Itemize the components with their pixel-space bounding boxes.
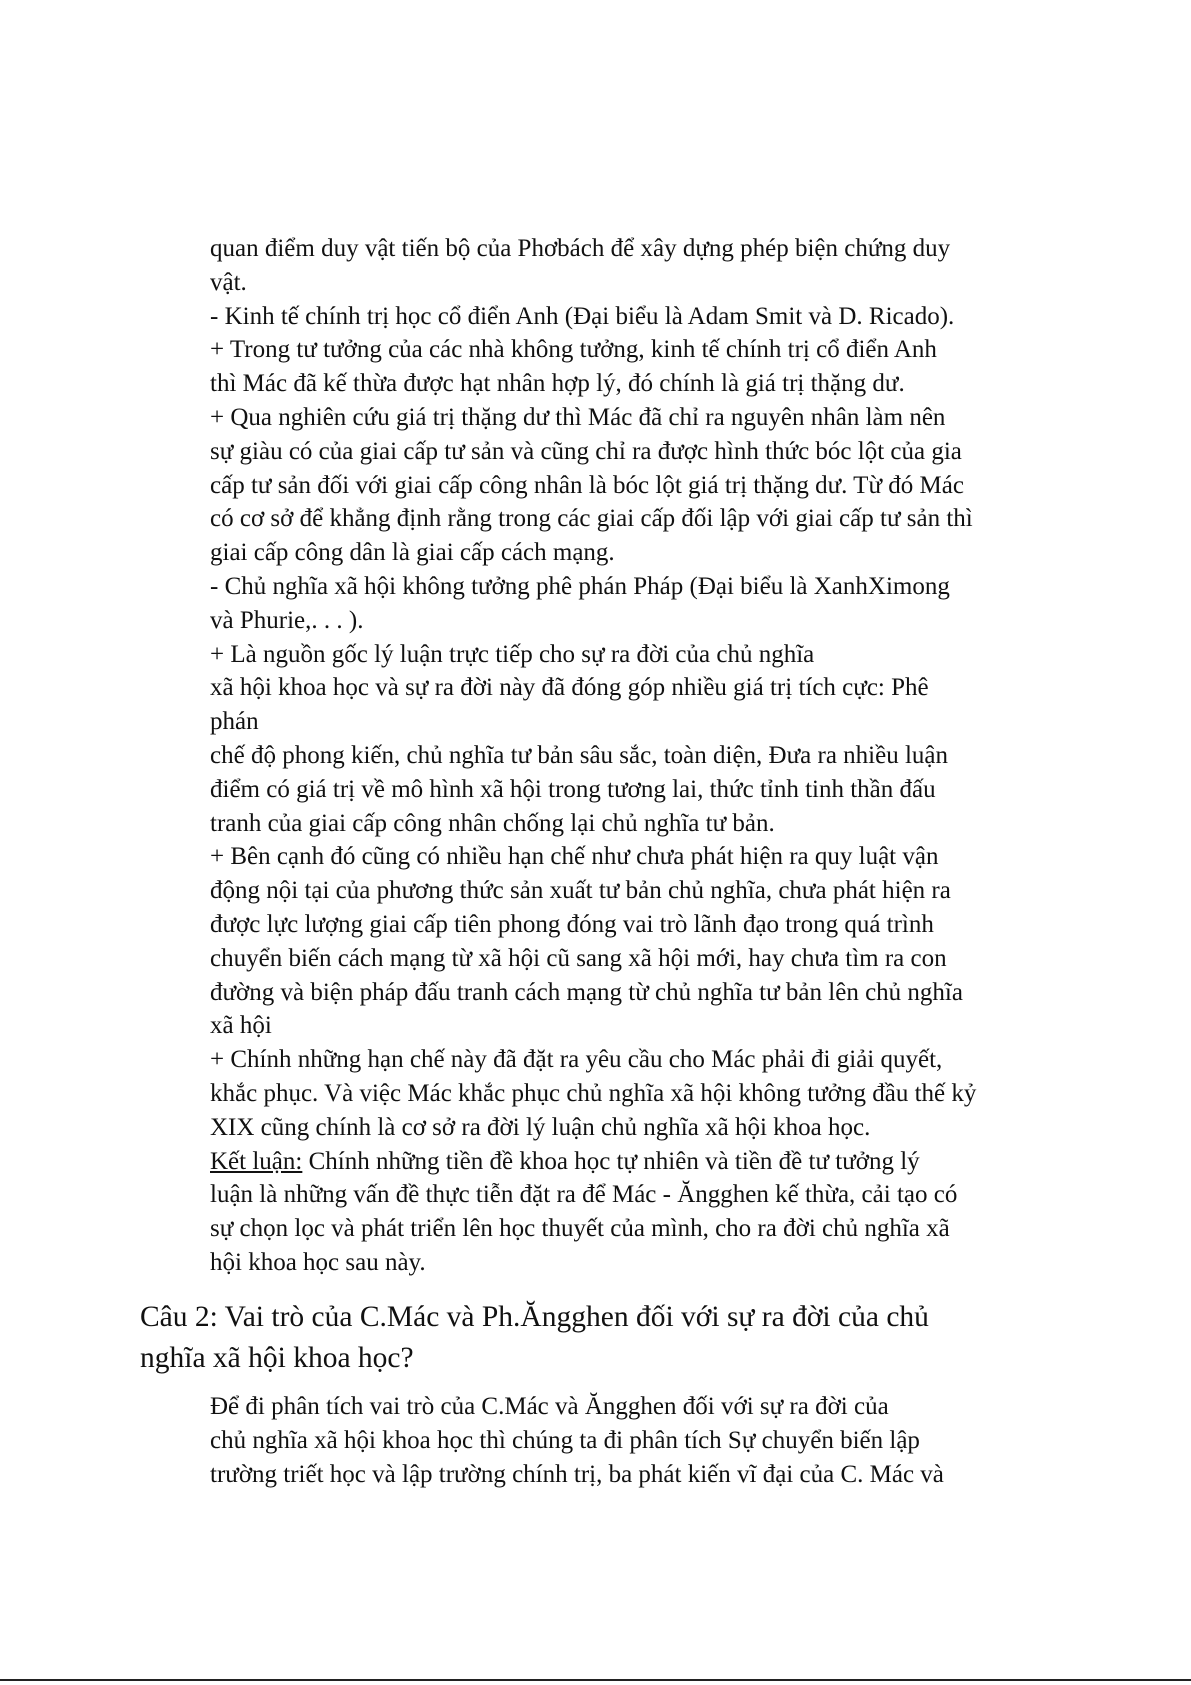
text-line: cấp tư sản đối với giai cấp công nhân là bóc lột giá trị thặng dư. Từ đó Mác (210, 471, 964, 499)
text-line: + Trong tư tưởng của các nhà không tưởng, kinh tế chính trị cổ điển Anh (210, 336, 937, 364)
text-line: được lực lượng giai cấp tiên phong đóng vai trò lãnh đạo trong quá trình (210, 910, 934, 938)
conclusion-text: Chính những tiền đề khoa học tự nhiên và tiền đề tư tưởng lý (302, 1147, 920, 1175)
text-line: sự giàu có của giai cấp tư sản và cũng chỉ ra được hình thức bóc lột của gia (210, 437, 962, 465)
text-line: giai cấp công dân là giai cấp cách mạng. (210, 539, 615, 567)
text-line: phán (210, 708, 259, 736)
text-line: tranh của giai cấp công nhân chống lại chủ nghĩa tư bản. (210, 809, 775, 837)
text-line: động nội tại của phương thức sản xuất tư bản chủ nghĩa, chưa phát hiện ra (210, 877, 951, 905)
conclusion-label: Kết luận: (210, 1147, 303, 1175)
text-line: Để đi phân tích vai trò của C.Mác và Ăngghen đối với sự ra đời của (210, 1393, 889, 1420)
text-line: trường triết học và lập trường chính trị, ba phát kiến vĩ đại của C. Mác và (210, 1460, 944, 1488)
section-1-body (210, 232, 1060, 1280)
text-line: + Là nguồn gốc lý luận trực tiếp cho sự ra đời của chủ nghĩa (210, 640, 815, 668)
text-line: luận là những vấn đề thực tiễn đặt ra để Mác - Ăngghen kế thừa, cải tạo có (210, 1181, 958, 1209)
text-line: chuyển biến cách mạng từ xã hội cũ sang xã hội mới, hay chưa tìm ra con (210, 944, 947, 972)
text-line: chủ nghĩa xã hội khoa học thì chúng ta đi phân tích Sự chuyển biến lập (210, 1426, 920, 1454)
text-line: + Bên cạnh đó cũng có nhiều hạn chế như chưa phát hiện ra quy luật vận (210, 843, 939, 871)
text-line: và Phurie,. . . ). (210, 606, 364, 634)
text-line: + Chính những hạn chế này đã đặt ra yêu cầu cho Mác phải đi giải quyết, (210, 1046, 943, 1074)
question-2-body (210, 1390, 1060, 1491)
text-line: chế độ phong kiến, chủ nghĩa tư bản sâu sắc, toàn diện, Đưa ra nhiều luận (210, 741, 949, 769)
text-line: - Kinh tế chính trị học cổ điển Anh (Đại biểu là Adam Smit và D. Ricado). (210, 302, 955, 330)
text-line: xã hội (210, 1012, 272, 1040)
text-line: - Chủ nghĩa xã hội không tưởng phê phán Pháp (Đại biểu là XanhXimong (210, 572, 950, 600)
text-line: xã hội khoa học và sự ra đời này đã đóng góp nhiều giá trị tích cực: Phê (210, 674, 929, 702)
text-line: hội khoa học sau này. (210, 1248, 426, 1276)
text-line: điểm có giá trị về mô hình xã hội trong tương lai, thức tỉnh tinh thần đấu (210, 775, 936, 803)
page-bottom-rule (0, 1679, 1191, 1681)
text-line: + Qua nghiên cứu giá trị thặng dư thì Mác đã chỉ ra nguyên nhân làm nên (210, 403, 946, 431)
text-line: sự chọn lọc và phát triển lên học thuyết của mình, cho ra đời chủ nghĩa xã (210, 1215, 950, 1243)
question-2-heading (140, 1297, 1040, 1379)
text-line: đường và biện pháp đấu tranh cách mạng từ chủ nghĩa tư bản lên chủ nghĩa (210, 978, 963, 1006)
conclusion-line (210, 1145, 1060, 1179)
text-line: vật. (210, 268, 247, 296)
text-line: có cơ sở để khẳng định rằng trong các giai cấp đối lập với giai cấp tư sản thì (210, 505, 973, 533)
heading-line: Câu 2: Vai trò của C.Mác và Ph.Ăngghen đối với sự ra đời của chủ (140, 1301, 929, 1333)
text-line: XIX cũng chính là cơ sở ra đời lý luận chủ nghĩa xã hội khoa học. (210, 1113, 871, 1141)
text-line: quan điểm duy vật tiến bộ của Phơbách để xây dựng phép biện chứng duy (210, 235, 951, 262)
text-line: thì Mác đã kế thừa được hạt nhân hợp lý, đó chính là giá trị thặng dư. (210, 370, 905, 398)
text-line: khắc phục. Và việc Mác khắc phục chủ nghĩa xã hội không tưởng đầu thế kỷ (210, 1079, 977, 1107)
heading-line: nghĩa xã hội khoa học? (140, 1342, 414, 1374)
